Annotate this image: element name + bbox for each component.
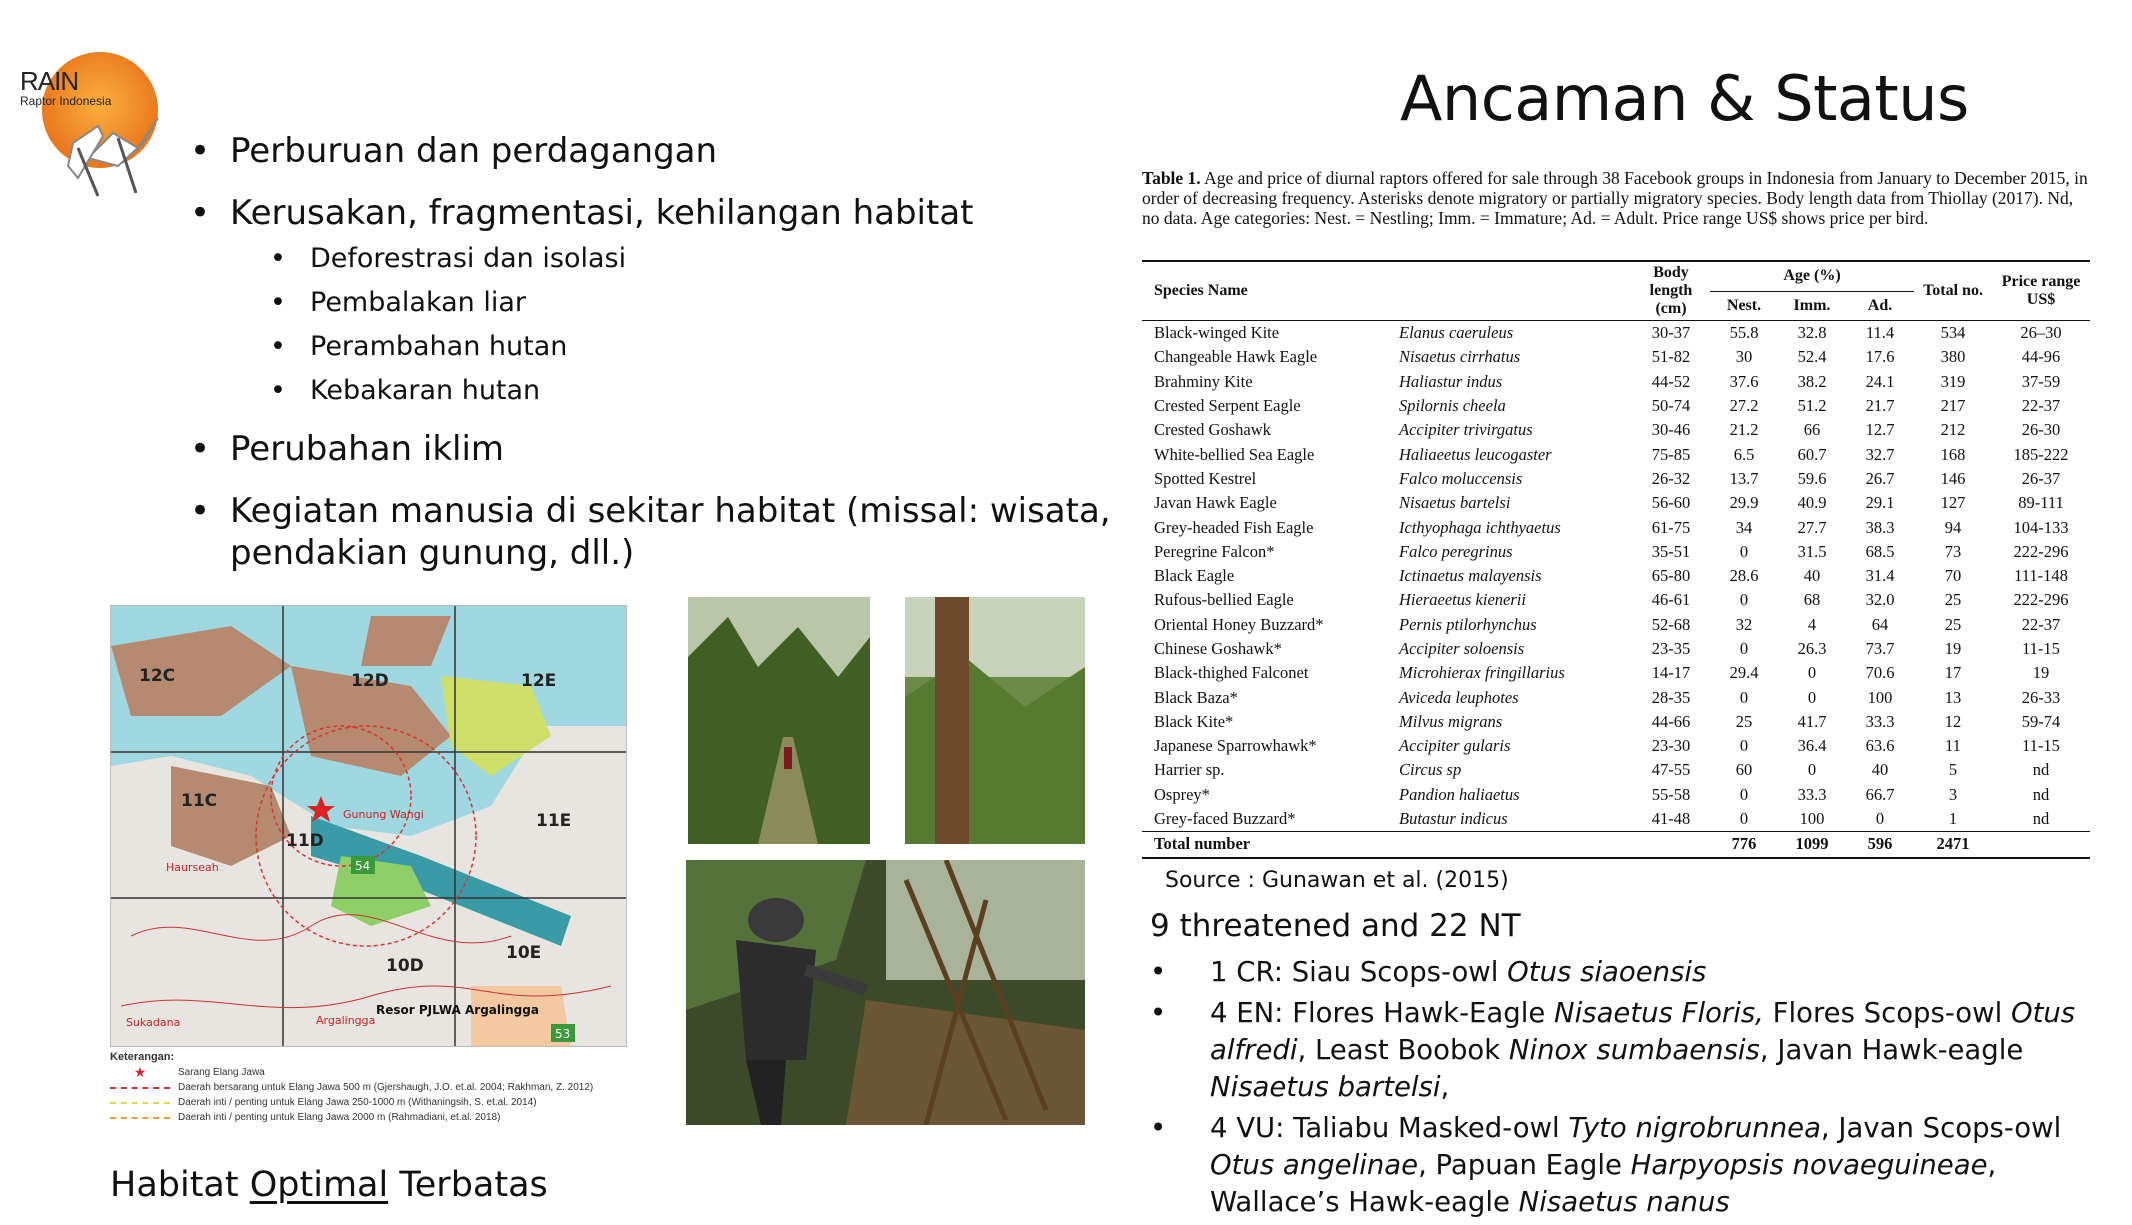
habitat-map xyxy=(110,605,627,1047)
age-ad: 70.6 xyxy=(1865,663,1895,683)
table-row xyxy=(1142,540,2090,564)
body-length: 14-17 xyxy=(1651,663,1691,683)
map-grid-label: 11D xyxy=(286,831,324,851)
legend-orange-line-icon xyxy=(110,1117,170,1119)
map-place-label: Resor PJLWA Argalingga xyxy=(376,1003,539,1017)
body-length: 56-60 xyxy=(1651,493,1691,513)
table-row xyxy=(1142,758,2090,782)
forest-trail-photo xyxy=(688,597,870,844)
species-scientific-name: Ictinaetus malayensis xyxy=(1399,566,1542,586)
age-imm: 52.4 xyxy=(1797,347,1827,367)
age-ad: 63.6 xyxy=(1865,736,1895,756)
species-scientific-name: Nisaetus nanus xyxy=(1518,1186,1730,1218)
total-number: 17 xyxy=(1944,663,1962,683)
legend-item: Daerah bersarang untuk Elang Jawa 500 m (Gjershaugh, J.O. et.al. 2004; Rakhman, Z. 2012) xyxy=(178,1082,594,1093)
threat-text: , Least Boobok xyxy=(1297,1034,1509,1066)
header-price: Price range US$ xyxy=(2001,273,2081,308)
species-scientific-name: Falco moluccensis xyxy=(1399,468,1523,488)
body-length: 28-35 xyxy=(1651,687,1691,707)
species-scientific-name: Microhierax fringillarius xyxy=(1399,663,1565,683)
age-ad: 26.7 xyxy=(1865,468,1895,488)
total-number: 146 xyxy=(1940,468,1966,488)
legend-yellow-line-icon xyxy=(110,1102,170,1104)
species-scientific-name: Pandion haliaetus xyxy=(1399,784,1520,804)
price-range: 222-296 xyxy=(2013,541,2069,561)
age-imm: 4 xyxy=(1807,614,1817,634)
sub-bullet-item: • Perambahan hutan xyxy=(185,330,1125,364)
slide-title: Ancaman & Status xyxy=(1400,62,1969,135)
age-ad: 38.3 xyxy=(1865,517,1895,537)
caption-underlined-text: Optimal xyxy=(249,1165,389,1205)
total-cell xyxy=(1632,832,1710,858)
species-common-name: Japanese Sparrowhawk* xyxy=(1154,736,1317,756)
table-row xyxy=(1142,613,2090,637)
total-cell xyxy=(1992,832,2090,858)
species-scientific-name: Accipiter soloensis xyxy=(1399,639,1525,658)
header-total: Total no. xyxy=(1923,282,1983,299)
price-range: 185-222 xyxy=(2013,444,2069,464)
price-range: 26-37 xyxy=(2021,468,2061,488)
bullet-item: • Perburuan dan perdagangan xyxy=(185,130,1125,172)
price-range: 26-30 xyxy=(2021,420,2061,440)
body-length: 44-52 xyxy=(1651,371,1691,391)
price-range: 26–30 xyxy=(2020,323,2062,343)
map-grid-label: 12C xyxy=(139,666,176,686)
table-row xyxy=(1142,515,2090,539)
price-range: 11-15 xyxy=(2022,736,2060,756)
age-ad: 31.4 xyxy=(1865,566,1895,586)
map-place-label: Gunung Wangi xyxy=(343,808,424,821)
table-total-row xyxy=(1142,832,2090,858)
map-grid-label: 12D xyxy=(351,671,389,691)
total-label: Total number xyxy=(1154,834,1251,854)
species-scientific-name: Ninox sumbaensis xyxy=(1508,1034,1760,1066)
age-nest: 29.4 xyxy=(1729,663,1759,683)
age-imm: 59.6 xyxy=(1797,468,1827,488)
species-scientific-name: Nisaetus bartelsi xyxy=(1399,493,1511,513)
age-ad: 0 xyxy=(1875,809,1885,829)
age-imm: 41.7 xyxy=(1797,711,1827,731)
age-ad: 32.7 xyxy=(1865,444,1895,464)
age-imm: 100 xyxy=(1799,809,1825,829)
map-place-label: Sukadana xyxy=(126,1016,181,1029)
age-nest: 60 xyxy=(1735,760,1753,780)
threat-text: , Javan Scops-owl xyxy=(1820,1112,2062,1144)
header-age: Age (%) xyxy=(1710,261,1914,291)
header-body-length: Body length (cm) xyxy=(1649,264,1693,317)
age-nest: 55.8 xyxy=(1729,323,1759,343)
map-marker-label: 53 xyxy=(555,1027,571,1041)
bullet-item: • Kegiatan manusia di sekitar habitat (missal: wisata, pendakian gunung, dll.) xyxy=(185,490,1125,574)
age-ad: 68.5 xyxy=(1865,541,1895,561)
body-length: 35-51 xyxy=(1651,541,1691,561)
age-imm: 66 xyxy=(1803,420,1821,440)
body-length: 61-75 xyxy=(1651,517,1691,537)
price-range: nd xyxy=(2032,784,2050,804)
legend-item: Sarang Elang Jawa xyxy=(178,1067,265,1078)
total-number: 13 xyxy=(1944,687,1962,707)
total-number: 212 xyxy=(1940,420,1966,440)
table-row xyxy=(1142,467,2090,491)
species-common-name: Black Eagle xyxy=(1154,566,1235,586)
header-nest: Nest. xyxy=(1726,296,1762,314)
table-row xyxy=(1142,661,2090,685)
price-range: nd xyxy=(2032,760,2050,780)
total-cell: 2471 xyxy=(1936,834,1970,854)
table-row xyxy=(1142,394,2090,418)
total-cell: 596 xyxy=(1867,834,1893,854)
body-length: 30-46 xyxy=(1651,420,1691,440)
price-range: 89-111 xyxy=(2018,493,2064,513)
species-scientific-name: Accipiter trivirgatus xyxy=(1399,420,1533,440)
age-imm: 0 xyxy=(1807,663,1817,683)
body-length: 55-58 xyxy=(1651,784,1691,804)
legend-title: Keterangan: xyxy=(110,1051,175,1063)
total-cell: 776 xyxy=(1731,834,1757,854)
age-nest: 0 xyxy=(1739,639,1749,658)
age-ad: 64 xyxy=(1871,614,1889,634)
map-grid-label: 10D xyxy=(386,956,424,976)
price-range: 19 xyxy=(2032,663,2050,683)
species-scientific-name: Otus angelinae xyxy=(1210,1149,1419,1181)
age-ad: 66.7 xyxy=(1865,784,1895,804)
age-ad: 29.1 xyxy=(1865,493,1895,513)
researcher-field-photo xyxy=(686,860,1085,1125)
age-imm: 33.3 xyxy=(1797,784,1827,804)
total-number: 319 xyxy=(1940,371,1966,391)
age-ad: 32.0 xyxy=(1865,590,1895,610)
species-scientific-name: Otus alfredi xyxy=(1210,997,2076,1066)
age-imm: 0 xyxy=(1807,760,1817,780)
total-number: 73 xyxy=(1944,541,1962,561)
table-caption xyxy=(1142,168,2090,228)
species-scientific-name: Nisaetus cirrhatus xyxy=(1399,347,1521,367)
body-length: 41-48 xyxy=(1651,809,1691,829)
total-number: 3 xyxy=(1948,784,1958,804)
body-length: 51-82 xyxy=(1651,347,1691,367)
table-row xyxy=(1142,710,2090,734)
header-species: Species Name xyxy=(1154,282,1248,299)
species-common-name: Chinese Goshawk* xyxy=(1154,639,1282,658)
threat-text: 4 VU: Taliabu Masked-owl xyxy=(1210,1112,1569,1144)
age-ad: 12.7 xyxy=(1865,420,1895,440)
species-common-name: Rufous-bellied Eagle xyxy=(1154,590,1294,610)
map-grid-label: 11E xyxy=(536,811,572,831)
age-imm: 36.4 xyxy=(1797,736,1827,756)
total-number: 94 xyxy=(1944,517,1962,537)
body-length: 46-61 xyxy=(1651,590,1691,610)
species-scientific-name: Nisaetus Floris, xyxy=(1554,997,1764,1029)
total-number: 25 xyxy=(1944,590,1962,610)
age-ad: 33.3 xyxy=(1865,711,1895,731)
table-row xyxy=(1142,588,2090,612)
total-number: 217 xyxy=(1940,396,1966,416)
header-ad: Ad. xyxy=(1867,296,1893,314)
price-range: 37-59 xyxy=(2021,371,2061,391)
price-range: 222-296 xyxy=(2013,590,2069,610)
table-row xyxy=(1142,734,2090,758)
threat-text: , Papuan Eagle xyxy=(1418,1149,1631,1181)
price-range: nd xyxy=(2032,809,2050,829)
total-number: 1 xyxy=(1948,809,1958,829)
total-number: 19 xyxy=(1944,639,1962,658)
body-length: 52-68 xyxy=(1651,614,1691,634)
forest-tree-photo xyxy=(905,597,1085,844)
species-common-name: Grey-faced Buzzard* xyxy=(1154,809,1296,829)
age-nest: 34 xyxy=(1735,517,1753,537)
species-common-name: Harrier sp. xyxy=(1154,760,1225,780)
sub-bullet-item: • Deforestrasi dan isolasi xyxy=(185,242,1125,276)
total-number: 127 xyxy=(1940,493,1966,513)
species-scientific-name: Milvus migrans xyxy=(1399,711,1503,731)
price-range: 26-33 xyxy=(2021,687,2061,707)
age-ad: 100 xyxy=(1867,687,1893,707)
threat-status-section xyxy=(1150,908,2110,1225)
body-length: 44-66 xyxy=(1651,711,1691,731)
header-imm: Imm. xyxy=(1793,296,1831,314)
body-length: 47-55 xyxy=(1651,760,1691,780)
table-row xyxy=(1142,418,2090,442)
table-row xyxy=(1142,807,2090,832)
caption-text: Habitat xyxy=(110,1165,250,1205)
species-scientific-name: Harpyopsis novaeguineae xyxy=(1630,1149,1988,1181)
age-nest: 27.2 xyxy=(1729,396,1759,416)
total-number: 168 xyxy=(1940,444,1966,464)
species-common-name: Osprey* xyxy=(1154,784,1210,804)
species-common-name: Spotted Kestrel xyxy=(1154,468,1257,488)
threat-text: , Javan Hawk-eagle xyxy=(1759,1034,2024,1066)
threat-item xyxy=(1150,954,2110,991)
species-scientific-name: Tyto nigrobrunnea xyxy=(1568,1112,1821,1144)
logo-text: RAIN xyxy=(20,66,79,96)
age-nest: 0 xyxy=(1739,687,1749,707)
species-scientific-name: Falco peregrinus xyxy=(1399,541,1513,561)
threat-item xyxy=(1150,995,2110,1106)
age-ad: 17.6 xyxy=(1865,347,1895,367)
age-imm: 27.7 xyxy=(1797,517,1827,537)
species-common-name: Black-winged Kite xyxy=(1154,323,1280,343)
age-nest: 0 xyxy=(1739,784,1749,804)
map-grid-label: 10E xyxy=(506,943,542,963)
age-nest: 28.6 xyxy=(1729,566,1759,586)
table-row xyxy=(1142,564,2090,588)
table-body xyxy=(1142,321,2090,832)
species-scientific-name: Accipiter gularis xyxy=(1399,736,1511,756)
threat-text: 1 CR: Siau Scops-owl xyxy=(1210,956,1508,988)
age-ad: 40 xyxy=(1871,760,1889,780)
bullet-item: • Perubahan iklim xyxy=(185,428,1125,470)
species-common-name: Peregrine Falcon* xyxy=(1154,541,1275,561)
age-nest: 30 xyxy=(1735,347,1753,367)
age-imm: 40 xyxy=(1803,566,1821,586)
age-nest: 29.9 xyxy=(1729,493,1759,513)
age-imm: 60.7 xyxy=(1797,444,1827,464)
species-common-name: Crested Goshawk xyxy=(1154,420,1271,440)
species-common-name: Black-thighed Falconet xyxy=(1154,663,1309,683)
legend-item: Daerah inti / penting untuk Elang Jawa 2000 m (Rahmadiani, et.al. 2018) xyxy=(178,1112,501,1123)
table-row xyxy=(1142,637,2090,661)
threat-bullet-list xyxy=(185,130,1125,594)
table-row xyxy=(1142,370,2090,394)
species-scientific-name: Elanus caeruleus xyxy=(1399,323,1514,343)
body-length: 65-80 xyxy=(1651,566,1691,586)
species-common-name: Black Kite* xyxy=(1154,711,1234,731)
species-common-name: Crested Serpent Eagle xyxy=(1154,396,1301,416)
body-length: 26-32 xyxy=(1651,468,1691,488)
map-place-label: Argalingga xyxy=(316,1014,376,1027)
age-nest: 0 xyxy=(1739,736,1749,756)
age-imm: 26.3 xyxy=(1797,639,1827,658)
threat-list xyxy=(1150,954,2110,1221)
species-scientific-name: Nisaetus bartelsi xyxy=(1210,1071,1441,1103)
age-nest: 21.2 xyxy=(1729,420,1759,440)
table-row xyxy=(1142,345,2090,369)
raptor-trade-table xyxy=(1142,260,2090,859)
map-grid-label: 12E xyxy=(521,671,557,691)
age-nest: 0 xyxy=(1739,541,1749,561)
price-range: 111-148 xyxy=(2014,566,2068,586)
species-scientific-name: Pernis ptilorhynchus xyxy=(1399,614,1537,634)
age-ad: 24.1 xyxy=(1865,371,1895,391)
age-imm: 68 xyxy=(1803,590,1821,610)
table-row xyxy=(1142,491,2090,515)
species-scientific-name: Icthyophaga ichthyaetus xyxy=(1399,517,1561,537)
species-scientific-name: Haliaeetus leucogaster xyxy=(1399,444,1552,464)
species-scientific-name: Haliastur indus xyxy=(1399,371,1503,391)
map-caption xyxy=(110,1165,548,1205)
price-range: 11-15 xyxy=(2022,639,2060,658)
table-row xyxy=(1142,442,2090,466)
total-cell xyxy=(1395,832,1632,858)
age-imm: 51.2 xyxy=(1797,396,1827,416)
logo-subtext: Raptor Indonesia xyxy=(20,94,112,108)
total-cell: 1099 xyxy=(1795,834,1829,854)
species-scientific-name: Hieraeetus kienerii xyxy=(1399,590,1526,610)
age-nest: 13.7 xyxy=(1729,468,1759,488)
body-length: 50-74 xyxy=(1651,396,1691,416)
threat-heading: 9 threatened and 22 NT xyxy=(1150,908,1521,944)
age-ad: 11.4 xyxy=(1865,323,1895,343)
sub-bullet-list xyxy=(185,242,1125,408)
caption-text: Terbatas xyxy=(388,1165,548,1205)
price-range: 44-96 xyxy=(2021,347,2061,367)
nest-star-icon: ★ xyxy=(133,1064,147,1080)
species-scientific-name: Otus siaoensis xyxy=(1507,956,1707,988)
threat-item xyxy=(1150,1110,2110,1221)
age-nest: 6.5 xyxy=(1733,444,1755,464)
body-length: 23-30 xyxy=(1651,736,1691,756)
table-source: Source : Gunawan et al. (2015) xyxy=(1165,868,1509,893)
price-range: 59-74 xyxy=(2021,711,2061,731)
map-marker-label: 54 xyxy=(355,859,371,873)
species-scientific-name: Circus sp xyxy=(1399,760,1462,780)
price-range: 22-37 xyxy=(2021,614,2061,634)
price-range: 104-133 xyxy=(2013,517,2069,537)
species-common-name: Oriental Honey Buzzard* xyxy=(1154,614,1324,634)
species-common-name: Brahminy Kite xyxy=(1154,371,1253,391)
sub-bullet-item: • Pembalakan liar xyxy=(185,286,1125,320)
map-legend xyxy=(110,1050,650,1125)
table-caption-label: Table 1. xyxy=(1142,168,1201,188)
species-scientific-name: Spilornis cheela xyxy=(1399,396,1506,416)
table-row xyxy=(1142,783,2090,807)
age-imm: 32.8 xyxy=(1797,323,1827,343)
age-imm: 38.2 xyxy=(1797,371,1827,391)
age-nest: 37.6 xyxy=(1729,371,1759,391)
species-common-name: White-bellied Sea Eagle xyxy=(1154,444,1315,464)
species-common-name: Grey-headed Fish Eagle xyxy=(1154,517,1314,537)
total-number: 12 xyxy=(1944,711,1962,731)
age-nest: 25 xyxy=(1735,711,1753,731)
habitat-map-image xyxy=(111,606,626,1046)
bullet-item: • Kerusakan, fragmentasi, kehilangan habitat xyxy=(185,192,1125,234)
total-number: 25 xyxy=(1944,614,1962,634)
rain-logo xyxy=(18,48,168,198)
body-length: 23-35 xyxy=(1651,639,1691,658)
threat-text: , Wallace’s Hawk-eagle xyxy=(1210,1149,1997,1218)
threat-text: , xyxy=(1440,1071,1450,1103)
map-grid-label: 11C xyxy=(181,791,218,811)
species-common-name: Black Baza* xyxy=(1154,687,1238,707)
total-number: 5 xyxy=(1948,760,1958,780)
age-ad: 21.7 xyxy=(1865,396,1895,416)
species-common-name: Changeable Hawk Eagle xyxy=(1154,347,1318,367)
table-caption-text: Age and price of diurnal raptors offered for sale through 38 Facebook groups in Indonesia from January to December 2015, in order of decreasing frequency. Asterisks denote migratory or partially migratory species. Body length data from Thiollay (2017). Nd, no data. Age categories: Nest. = Nestling; Imm. = Immature; Ad. = Adult. Price range US$ shows price per bird. xyxy=(1142,168,2088,228)
age-nest: 32 xyxy=(1735,614,1753,634)
age-ad: 73.7 xyxy=(1865,639,1895,658)
age-imm: 31.5 xyxy=(1797,541,1827,561)
legend-item: Daerah inti / penting untuk Elang Jawa 250-1000 m (Withaningsih, S. et.al. 2014) xyxy=(178,1097,537,1108)
price-range: 22-37 xyxy=(2021,396,2061,416)
total-number: 70 xyxy=(1944,566,1962,586)
age-imm: 40.9 xyxy=(1797,493,1827,513)
total-number: 534 xyxy=(1940,323,1966,343)
species-scientific-name: Butastur indicus xyxy=(1399,809,1508,829)
species-scientific-name: Aviceda leuphotes xyxy=(1399,687,1519,707)
total-number: 11 xyxy=(1945,736,1961,756)
threat-text: Flores Scops-owl xyxy=(1763,997,2011,1029)
table-row xyxy=(1142,321,2090,346)
sub-bullet-item: • Kebakaran hutan xyxy=(185,374,1125,408)
map-place-label: Haurseah xyxy=(166,861,219,874)
age-nest: 0 xyxy=(1739,590,1749,610)
threat-text: 4 EN: Flores Hawk-Eagle xyxy=(1210,997,1555,1029)
total-number: 380 xyxy=(1940,347,1966,367)
body-length: 30-37 xyxy=(1651,323,1691,343)
age-imm: 0 xyxy=(1807,687,1817,707)
species-common-name: Javan Hawk Eagle xyxy=(1154,493,1277,513)
table-row xyxy=(1142,685,2090,709)
body-length: 75-85 xyxy=(1651,444,1691,464)
age-nest: 0 xyxy=(1739,809,1749,829)
legend-red-line-icon xyxy=(110,1087,170,1089)
